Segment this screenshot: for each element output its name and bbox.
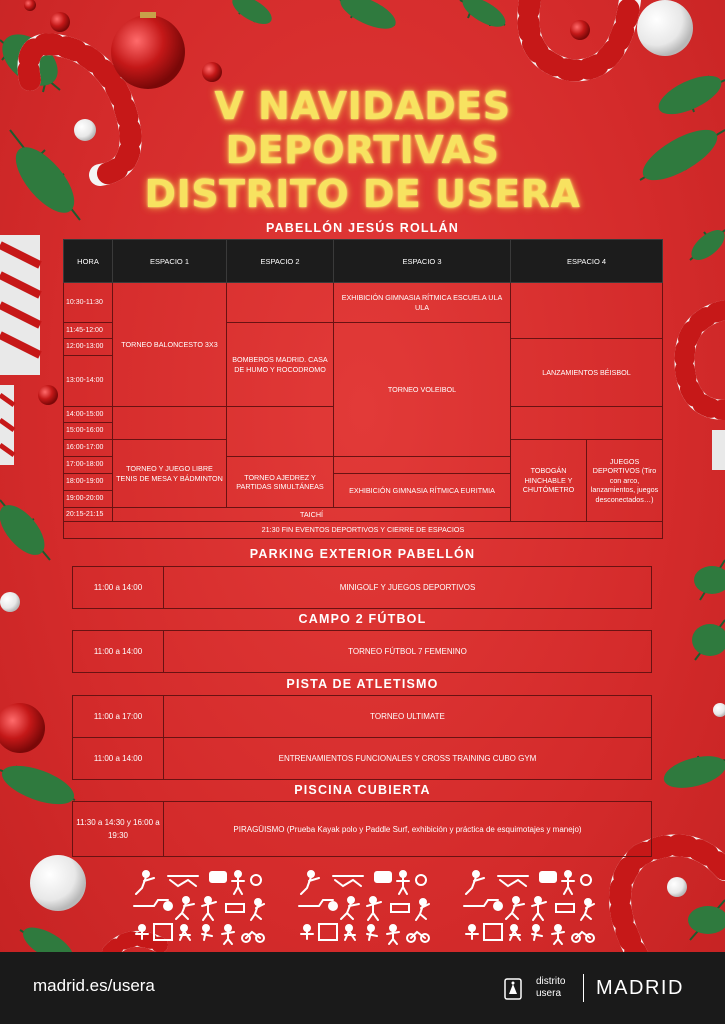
header-espacio-2: ESPACIO 2 xyxy=(227,240,334,283)
logo-divider xyxy=(583,974,584,1002)
cell-empty xyxy=(511,407,663,440)
hour-cell: 15:00-16:00 xyxy=(64,423,113,440)
hour-cell: 19:00-20:00 xyxy=(64,491,113,508)
time-cell: 11:00 a 17:00 xyxy=(73,696,164,738)
activity-cell: ENTRENAMIENTOS FUNCIONALES Y CROSS TRAINING CUBO GYM xyxy=(164,738,652,780)
hour-cell: 20:15-21:15 xyxy=(64,508,113,522)
table-row xyxy=(73,738,652,780)
cell-closing-note: 21:30 FIN EVENTOS DEPORTIVOS Y CIERRE DE ESPACIOS xyxy=(64,522,663,539)
activity-cell: MINIGOLF Y JUEGOS DEPORTIVOS xyxy=(164,567,652,609)
title-line-3: DISTRITO DE USERA xyxy=(144,172,581,216)
hour-cell: 13:00-14:00 xyxy=(64,356,113,407)
sports-icons-strip xyxy=(128,866,598,946)
cell-empty xyxy=(511,283,663,339)
piscina-table xyxy=(72,801,652,857)
hour-cell: 11:45-12:00 xyxy=(64,323,113,339)
activity-cell: PIRAGÜISMO (Prueba Kayak polo y Paddle Surf, exhibición y práctica de esquimotajes y manejo) xyxy=(164,802,652,857)
cell-taichi: TAICHÍ xyxy=(113,508,511,522)
cell-gimnasia-euritmia: EXHIBICIÓN GIMNASIA RÍTMICA EURITMIA xyxy=(334,474,511,508)
header-espacio-1: ESPACIO 1 xyxy=(113,240,227,283)
parking-table xyxy=(72,566,652,609)
table-row xyxy=(73,567,652,609)
hour-cell: 10:30-11:30 xyxy=(64,283,113,323)
activity-cell: TORNEO ULTIMATE xyxy=(164,696,652,738)
district-logo-text xyxy=(536,976,565,1000)
pista-table xyxy=(72,695,652,780)
madrid-crest-icon xyxy=(502,977,528,1001)
table-row xyxy=(73,631,652,673)
title-line-2: DEPORTIVAS xyxy=(225,128,500,172)
time-cell: 11:00 a 14:00 xyxy=(73,567,164,609)
footer-url-link[interactable]: madrid.es/usera xyxy=(33,976,155,995)
footer-bar xyxy=(0,952,725,1024)
cell-gimnasia-ula: EXHIBICIÓN GIMNASIA RÍTMICA ESCUELA ULA ULA xyxy=(334,283,511,323)
district-name: usera xyxy=(536,988,562,999)
cell-ajedrez: TORNEO AJEDREZ Y PARTIDAS SIMULTÁNEAS xyxy=(227,457,334,508)
cell-beisbol: LANZAMIENTOS BÉISBOL xyxy=(511,339,663,407)
parking-heading: PARKING EXTERIOR PABELLÓN xyxy=(249,547,476,561)
header-hora: HORA xyxy=(64,240,113,283)
cell-tobogan: TOBOGÁN HINCHABLE Y CHUTÓMETRO xyxy=(511,440,587,522)
campo-heading: CAMPO 2 FÚTBOL xyxy=(298,612,427,626)
piscina-heading: PISCINA CUBIERTA xyxy=(294,783,431,797)
time-cell: 11:00 a 14:00 xyxy=(73,631,164,673)
pavilion-heading: PABELLÓN JESÚS ROLLÁN xyxy=(265,221,460,235)
cell-baloncesto: TORNEO BALONCESTO 3X3 xyxy=(113,283,227,407)
time-cell: 11:00 a 14:00 xyxy=(73,738,164,780)
header-espacio-4: ESPACIO 4 xyxy=(511,240,663,283)
campo-table xyxy=(72,630,652,673)
cell-bomberos: BOMBEROS MADRID. CASA DE HUMO Y ROCODROMO xyxy=(227,323,334,407)
table-row xyxy=(73,802,652,857)
header-espacio-3: ESPACIO 3 xyxy=(334,240,511,283)
hour-cell: 16:00-17:00 xyxy=(64,440,113,457)
pavilion-schedule-table xyxy=(63,239,663,539)
madrid-logo-text: MADRID xyxy=(596,977,684,999)
cell-empty xyxy=(227,407,334,457)
cell-voleibol: TORNEO VOLEIBOL xyxy=(334,323,511,457)
activity-cell: TORNEO FÚTBOL 7 FEMENINO xyxy=(164,631,652,673)
table-header-row xyxy=(64,240,663,283)
table-row xyxy=(64,283,663,323)
poster-title xyxy=(0,84,725,216)
hour-cell: 14:00-15:00 xyxy=(64,407,113,423)
hour-cell: 18:00-19:00 xyxy=(64,474,113,491)
cell-tenis-mesa: TORNEO Y JUEGO LIBRE TENIS DE MESA Y BÁDMINTON xyxy=(113,440,227,508)
district-label: distrito xyxy=(536,976,566,987)
table-row xyxy=(73,696,652,738)
cell-juegos-deportivos: JUEGOS DEPORTIVOS (Tiro con arco, lanzamientos, juegos desconectados…) xyxy=(587,440,663,522)
cell-empty xyxy=(113,407,227,440)
title-line-1: V NAVIDADES xyxy=(214,84,511,128)
hour-cell: 17:00-18:00 xyxy=(64,457,113,474)
hour-cell: 12:00-13:00 xyxy=(64,339,113,356)
time-cell: 11:30 a 14:30 y 16:00 a 19:30 xyxy=(73,802,164,857)
table-row xyxy=(64,522,663,539)
cell-empty xyxy=(227,283,334,323)
pista-heading: PISTA DE ATLETISMO xyxy=(286,677,439,691)
